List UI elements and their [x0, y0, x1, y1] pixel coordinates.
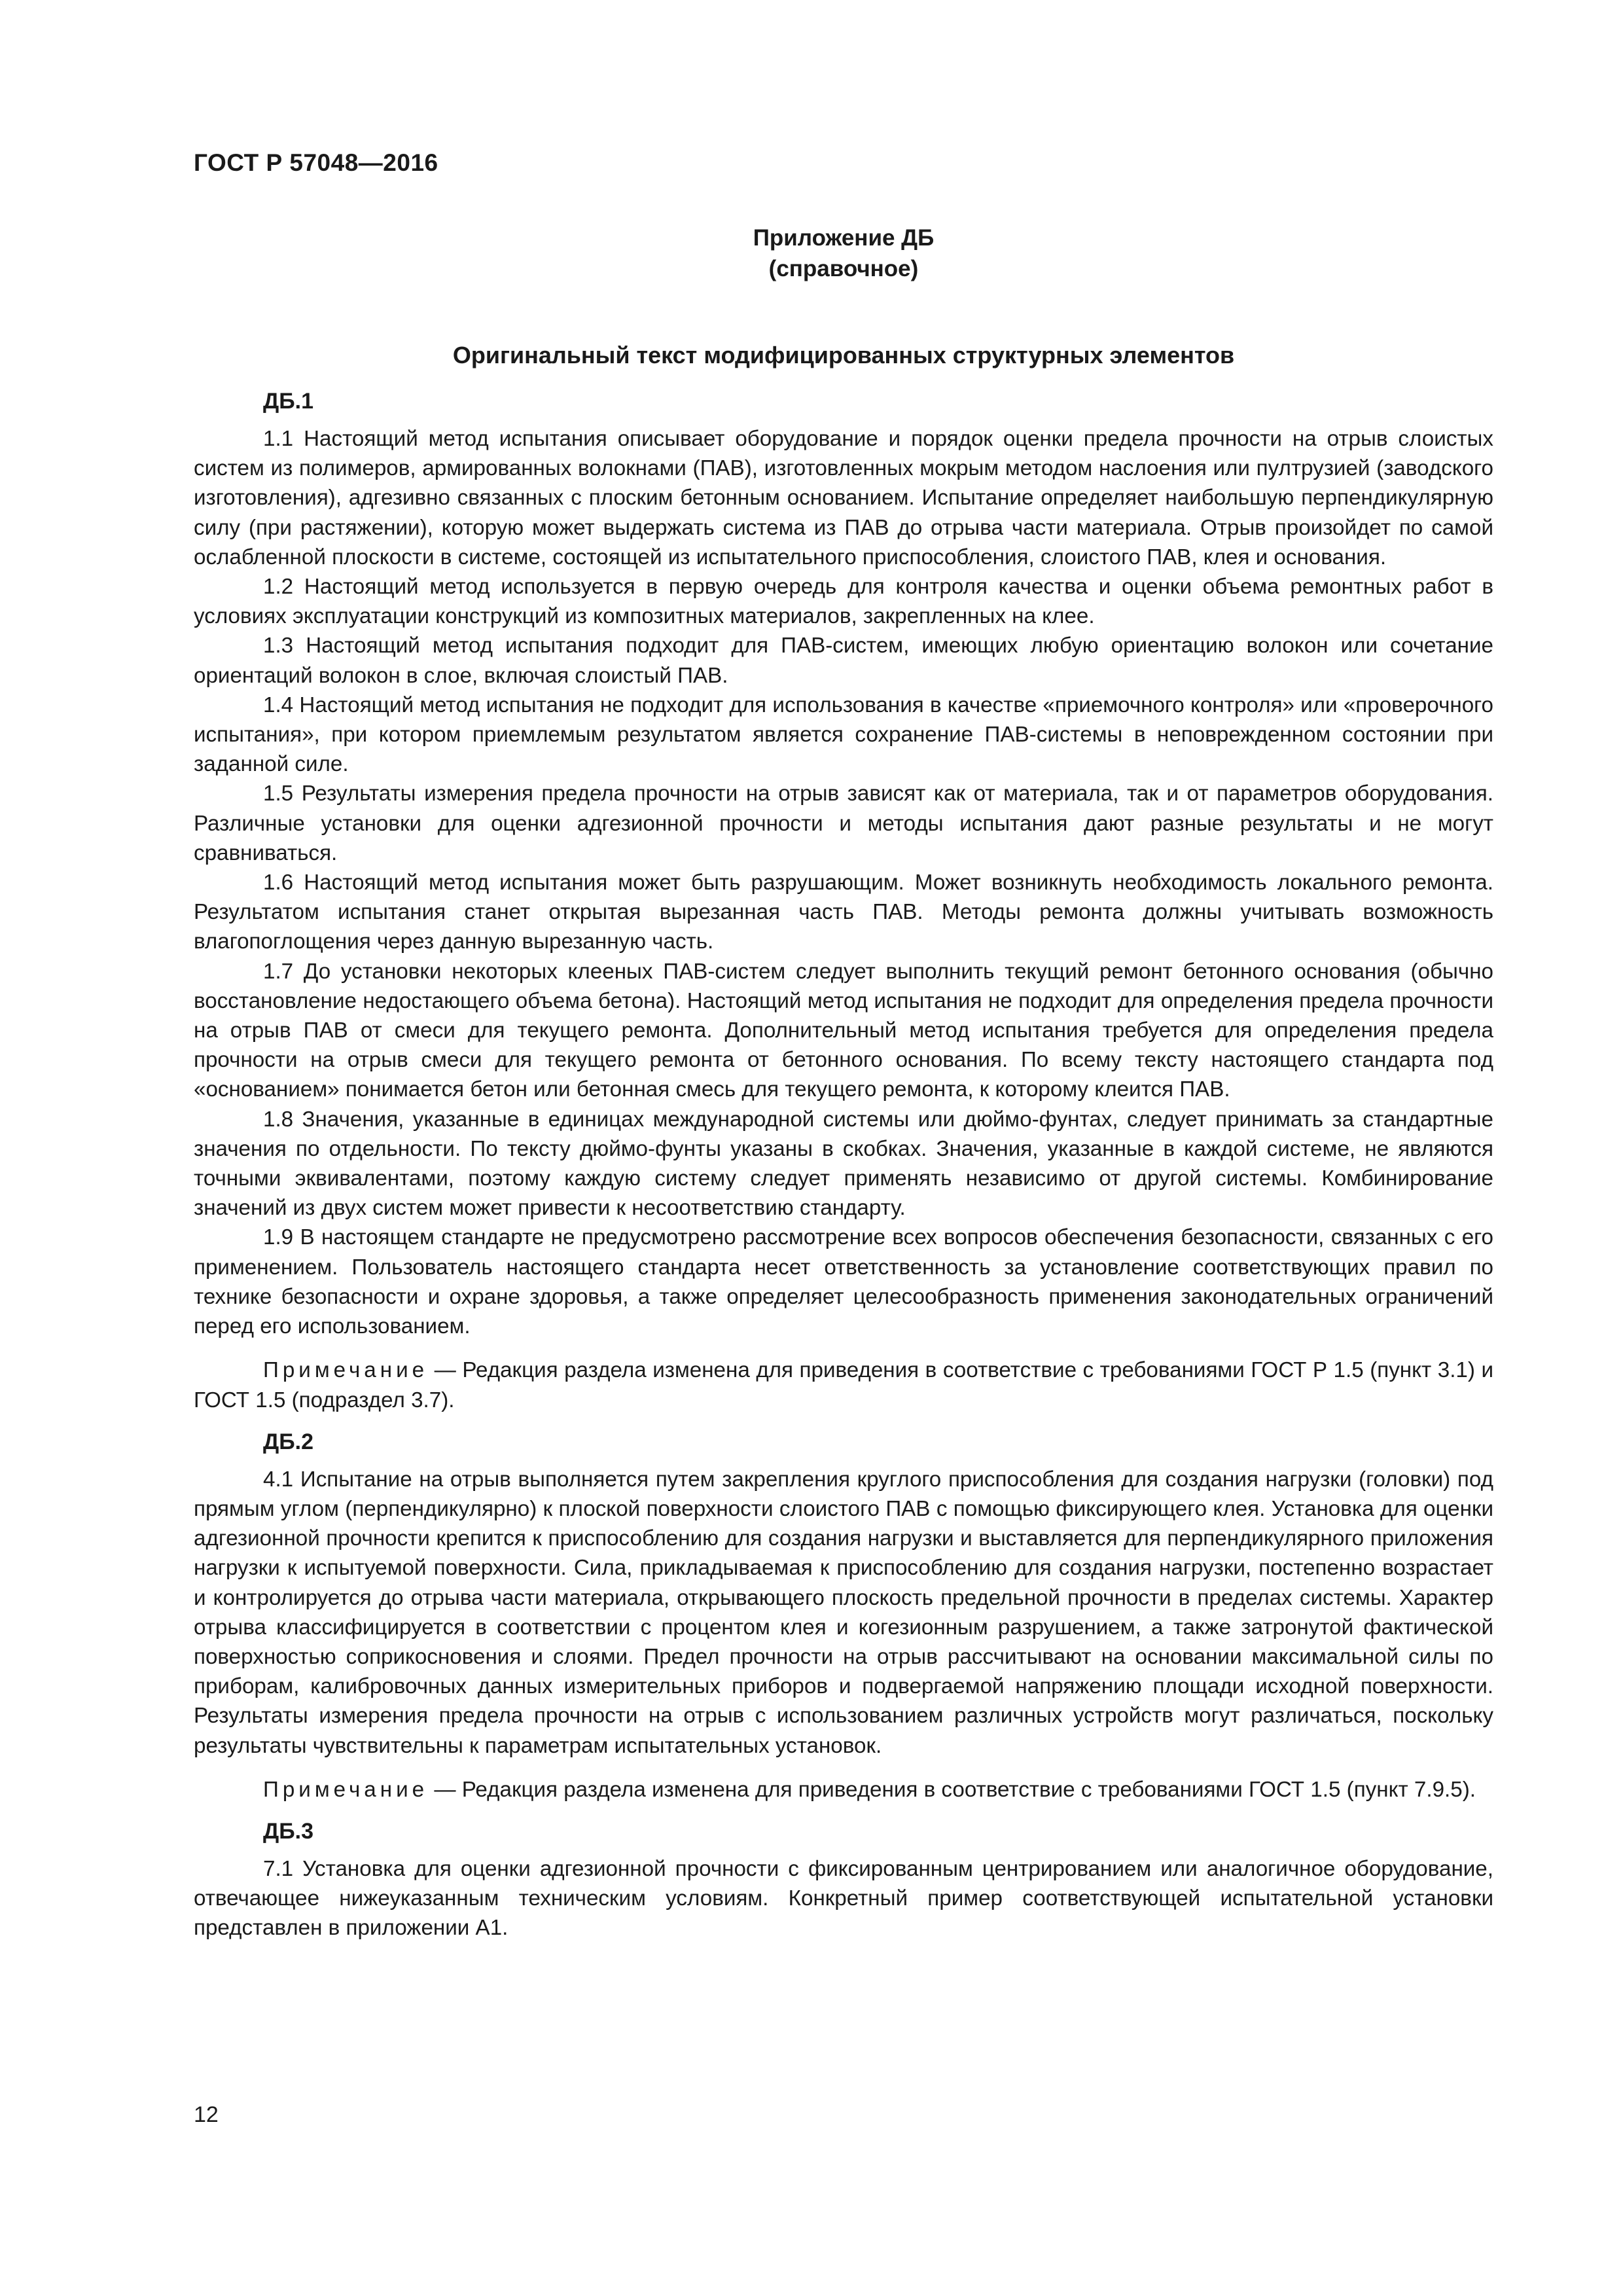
paragraph-1-5: 1.5 Результаты измерения предела прочности на отрыв зависят как от материала, так и от параметров оборудования. Различные установки для оценки адгезионной прочности и методы испытания дают разные результаты и не могут сравниваться.: [194, 781, 1493, 865]
paragraph-1-9: 1.9 В настоящем стандарте не предусмотрено рассмотрение всех вопросов обеспечения безопасности, связанных с его применением. Пользователь настоящего стандарта несет ответственность за установление соответствующих правил по технике безопасности и охране здоровья, а также определяет целесообразность применения законодательных ограничений перед его использованием.: [194, 1225, 1493, 1339]
annex-title: Приложение ДБ: [753, 225, 935, 251]
paragraph-1-6: 1.6 Настоящий метод испытания может быть разрушающим. Может возникнуть необходимость локального ремонта. Результатом испытания станет открытая вырезанная часть ПАВ. Методы ремонта должны учитывать возможность влагопоглощения через данную вырезанную часть.: [194, 870, 1493, 954]
note-text: — Редакция раздела изменена для приведения в соответствие с требованиями ГОСТ 1.5 (пункт 7.9.5).: [428, 1777, 1476, 1802]
paragraph-1-1: 1.1 Настоящий метод испытания описывает оборудование и порядок оценки предела прочности на отрыв слоистых систем из полимеров, армированных волокнами (ПАВ), изготовленных мокрым методом наслоения или пултрузией (заводского изготовления), адгезивно связанных с плоским бетонным основанием. Испытание определяет наибольшую перпендикулярную силу (при растяжении), которую может выдержать система из ПАВ до отрыва части материала. Отрыв произойдет по самой ослабленной плоскости в системе, состоящей из испытательного приспособления, слоистого ПАВ, клея и основания.: [194, 427, 1493, 569]
document-body: [194, 386, 1493, 1943]
paragraph-4-1: 4.1 Испытание на отрыв выполняется путем закрепления круглого приспособления для создания нагрузки (головки) под прямым углом (перпендикулярно) к плоской поверхности слоистого ПАВ с помощью фиксирующего клея. Установка для оценки адгезионной прочности крепится к приспособлению для создания нагрузки и выставляется для перпендикулярного приложения нагрузки к испытуемой поверхности. Сила, прикладываемая к приспособлению для создания нагрузки, постепенно возрастает и контролируется до отрыва части материала, открывающего плоскость предельной прочности в пределах системы. Характер отрыва классифицируется в соответствии с процентом клея и когезионным разрушением, а также затронутой фактической поверхностью соприкосновения и слоями. Предел прочности на отрыв рассчитывают на основании максимальной силы по приборам, калибровочных данных измерительных приборов и подвергаемой напряжению площади исходной поверхности. Результаты измерения предела прочности на отрыв с использованием различных устройств могут различаться, поскольку результаты чувствительны к параметрам испытательных установок.: [194, 1467, 1493, 1758]
note-label: Примечание: [263, 1777, 429, 1802]
page-number: 12: [194, 2102, 219, 2127]
paragraph-1-3: 1.3 Настоящий метод испытания подходит для ПАВ-систем, имеющих любую ориентацию волокон или сочетание ориентаций волокон в слое, включая слоистый ПАВ.: [194, 634, 1493, 688]
paragraph-1-8: 1.8 Значения, указанные в единицах международной системы или дюймо-фунтах, следует принимать за стандартные значения по отдельности. По тексту дюймо-фунты указаны в скобках. Значения, указанные в каждой системе, не являются точными эквивалентами, поэтому каждую систему следует применять независимо от другой системы. Комбинирование значений из двух систем может привести к несоответствию стандарту.: [194, 1107, 1493, 1221]
paragraph-7-1: 7.1 Установка для оценки адгезионной прочности с фиксированным центрированием или аналогичное оборудование, отвечающее нижеуказанным техническим условиям. Конкретный пример соответствующей испытательной установки представлен в приложении А1.: [194, 1856, 1493, 1941]
note-label: Примечание: [263, 1358, 429, 1383]
paragraph-1-4: 1.4 Настоящий метод испытания не подходит для использования в качестве «приемочного контроля» или «проверочного испытания», при котором приемлемым результатом является сохранение ПАВ-системы в неповрежденном состоянии при заданной силе.: [194, 692, 1493, 777]
standard-code: ГОСТ Р 57048—2016: [194, 149, 438, 176]
paragraph-1-7: 1.7 До установки некоторых клееных ПАВ-систем следует выполнить текущий ремонт бетонного основания (обычно восстановление недостающего объема бетона). Настоящий метод испытания не подходит для определения предела прочности на отрыв ПАВ от смеси для текущего ремонта. Дополнительный метод испытания требуется для определения предела прочности на отрыв смеси для текущего ремонта от бетонного основания. По всему тексту настоящего стандарта под «основанием» понимается бетон или бетонная смесь для текущего ремонта, к которому клеится ПАВ.: [194, 959, 1493, 1102]
annex-heading: [194, 223, 1493, 284]
section-heading-db2: ДБ.2: [263, 1429, 314, 1454]
section-heading-db3: ДБ.3: [263, 1818, 314, 1844]
section-heading-db1: ДБ.1: [263, 389, 314, 414]
note-text: — Редакция раздела изменена для приведения в соответствие с требованиями ГОСТ Р 1.5 (пункт 3.1) и ГОСТ 1.5 (подраздел 3.7).: [194, 1358, 1493, 1412]
annex-type: (справочное): [768, 256, 919, 281]
document-title: Оригинальный текст модифицированных структурных элементов: [452, 342, 1235, 368]
note-db1: [194, 1355, 1493, 1414]
note-db2: [194, 1775, 1493, 1804]
paragraph-1-2: 1.2 Настоящий метод используется в первую очередь для контроля качества и оценки объема ремонтных работ в условиях эксплуатации конструкций из композитных материалов, закрепленных на клее.: [194, 575, 1493, 629]
